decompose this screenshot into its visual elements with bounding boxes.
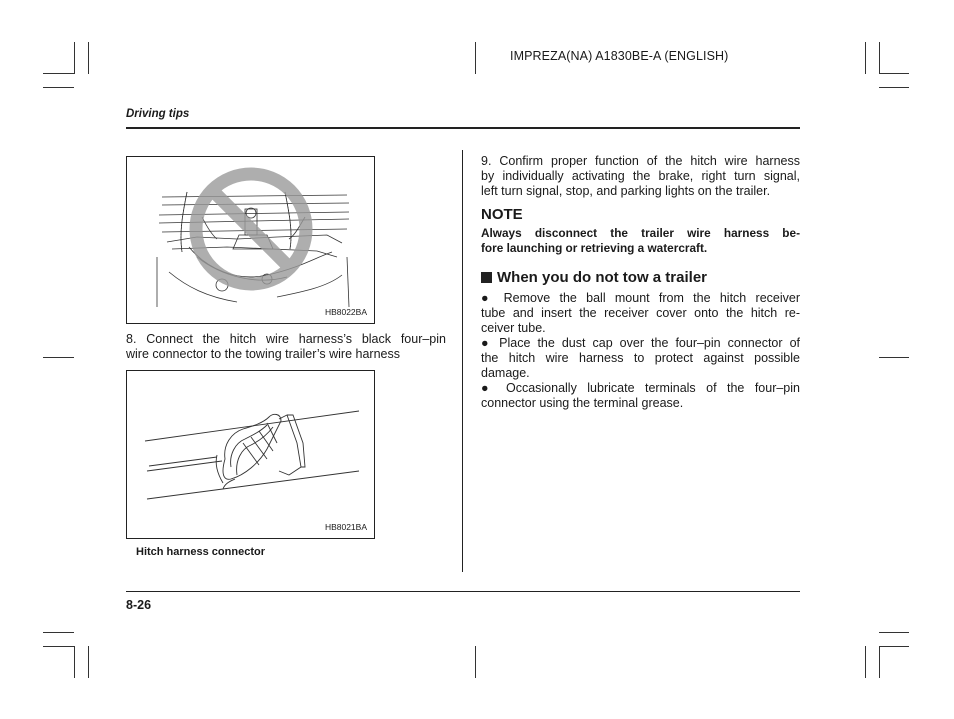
text-line: connector using the terminal grease. <box>481 396 684 410</box>
text-line: the hitch wire harness to protect against possible <box>481 351 800 365</box>
subheading-text: When you do not tow a trailer <box>497 269 707 286</box>
figure-code: HB8022BA <box>324 307 367 317</box>
step-9-text <box>481 154 800 199</box>
text-line: 9. Confirm proper function of the hitch wire harness <box>481 154 800 168</box>
document-id: IMPREZA(NA) A1830BE-A (ENGLISH) <box>510 49 729 63</box>
note-heading: NOTE <box>481 206 523 223</box>
text-line: ● Place the dust cap over the four–pin connector of <box>481 336 800 350</box>
connector-illustration <box>127 371 376 540</box>
figure-caption: Hitch harness connector <box>136 546 265 558</box>
column-divider <box>462 150 463 572</box>
square-bullet-icon <box>481 272 492 283</box>
text-line: by individually activating the brake, right turn signal, <box>481 169 800 183</box>
bullet-dust-cap <box>481 336 800 381</box>
bullet-lubricate <box>481 381 800 411</box>
text-line: left turn signal, stop, and parking lights on the trailer. <box>481 184 771 198</box>
figure-hitch-prohibited <box>126 156 375 324</box>
text-line: tube and insert the receiver cover onto the hitch re- <box>481 306 800 320</box>
figure-hitch-connector <box>126 370 375 539</box>
text-line: 8. Connect the hitch wire harness’s black four–pin <box>126 332 446 346</box>
step-8-text <box>126 332 446 362</box>
header-rule <box>126 127 800 129</box>
text-line: Always disconnect the trailer wire harness be- <box>481 226 800 240</box>
text-line: fore launching or retrieving a watercraft. <box>481 241 708 255</box>
text-line: wire connector to the towing trailer’s wire harness <box>126 347 400 361</box>
text-line: ● Occasionally lubricate terminals of the four–pin <box>481 381 800 395</box>
figure-code: HB8021BA <box>324 522 367 532</box>
hitch-underbody-illustration <box>127 157 376 325</box>
text-line: ● Remove the ball mount from the hitch receiver <box>481 291 800 305</box>
section-title: Driving tips <box>126 108 190 120</box>
text-line: damage. <box>481 366 530 380</box>
subheading <box>481 269 707 286</box>
text-line: ceiver tube. <box>481 321 546 335</box>
footer-rule <box>126 591 800 592</box>
page-number: 8-26 <box>126 598 152 612</box>
note-text <box>481 226 800 256</box>
bullet-remove-ball-mount <box>481 291 800 336</box>
